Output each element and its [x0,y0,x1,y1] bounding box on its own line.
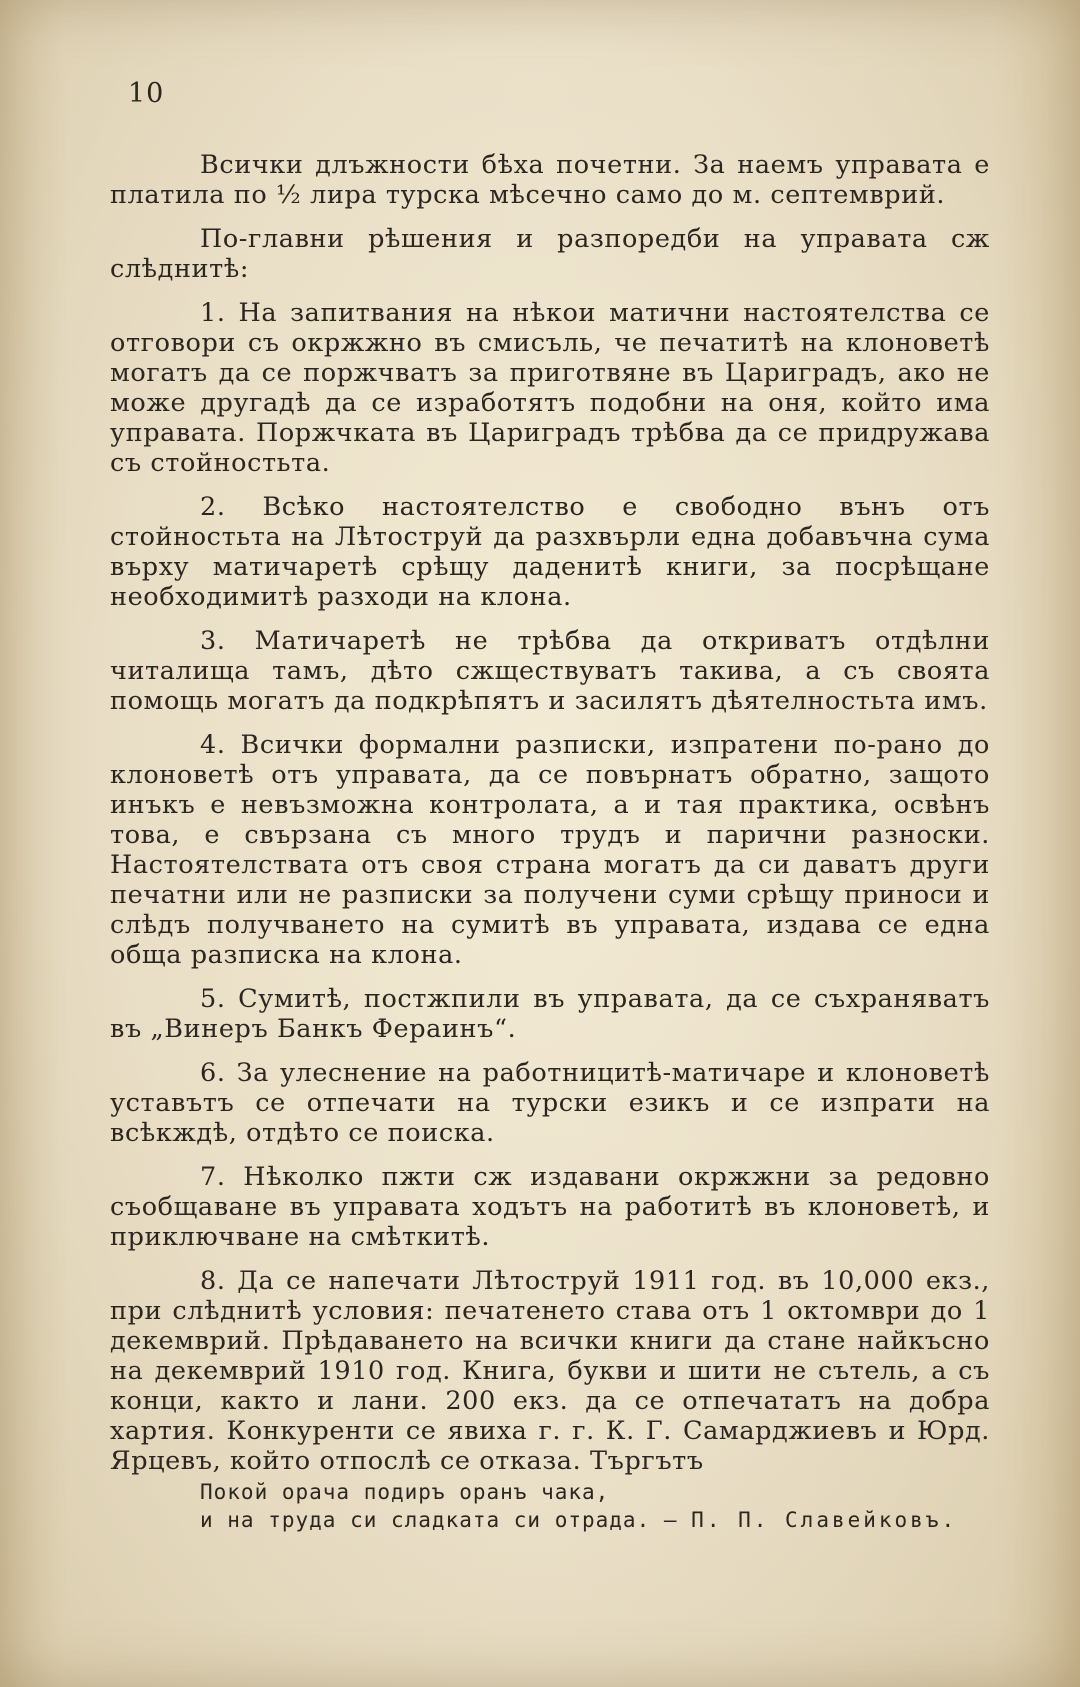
decision-item-1: 1. На запитвания на нѣкои матични настоятелства се отговори съ окржжно въ смисъль, че печатитѣ на клоноветѣ могатъ да се поржчватъ за приготвяне въ Цариградъ, ако не може другадѣ да се изработятъ подобни на оня, който има управата. Поржчката въ Цариградъ трѣбва да се придружава съ стойностьта. [110,298,990,478]
quote-line-2-text: и на труда си сладката си отрада. — [200,1508,678,1532]
decision-item-8: 8. Да се напечати Лѣтоструй 1911 год. въ 10,000 екз., при слѣднитѣ условия: печатенето става отъ 1 октомври до 1 декемврий. Прѣдаването на всички книги да стане найкъсно на декемврий 1910 год. Книга, букви и шити не сътель, а съ конци, както и лани. 200 екз. да се отпечататъ на добра хартия. Конкуренти се явиха г. г. К. Г. Самарджиевъ и Юрд. Ярцевъ, който отпослѣ се отказа. Търгътъ [110,1266,990,1476]
decision-item-6: 6. За улеснение на работницитѣ-матичаре и клоноветѣ уставътъ се отпечати на турски езикъ и се изпрати на всѣкждѣ, отдѣто се поиска. [110,1058,990,1148]
decision-item-2: 2. Всѣко настоятелство е свободно вънъ отъ стойностьта на Лѣтоструй да разхвърли една добавъчна сума върху матичаретѣ срѣщу даденитѣ книги, за посрѣщане необходимитѣ разходи на клона. [110,492,990,612]
decision-item-4: 4. Всички формални разписки, изпратени по-рано до клоноветѣ отъ управата, да се повърнатъ обратно, защото инъкъ е невъзможна контролата, а и тая практика, освѣнъ това, е свързана съ много трудъ и парични разноски. Настоятелствата отъ своя страна могатъ да си даватъ други печатни или не разписки за получени суми срѣщу приноси и слѣдъ получването на сумитѣ въ управата, издава се една обща разписка на клона. [110,730,990,970]
quote-line-2 [200,1506,957,1534]
decision-item-7: 7. Нѣколко пжти сж издавани окржжни за редовно съобщаване въ управата ходътъ на работитѣ въ клоноветѣ, и приключване на смѣткитѣ. [110,1162,990,1252]
document-body [110,150,990,1490]
page-number: 10 [128,78,165,109]
footer-quote [200,1478,957,1534]
paragraph-decisions-intro: По-главни рѣшения и разпоредби на управата сж слѣднитѣ: [110,224,990,284]
quote-line-1: Покой орача подиръ оранъ чака, [200,1480,610,1504]
paragraph-positions: Всички длъжности бѣха почетни. За наемъ управата е платила по ½ лира турска мѣсечно само до м. септемврий. [110,150,990,210]
quote-author: П. П. Славейковъ. [691,1508,958,1532]
decision-item-3: 3. Матичаретѣ не трѣбва да откриватъ отдѣлни читалища тамъ, дѣто сжществуватъ такива, а съ своята помощь могатъ да подкрѣпятъ и засилятъ дѣятелностьта имъ. [110,626,990,716]
decision-item-5: 5. Сумитѣ, постжпили въ управата, да се съхраняватъ въ „Винеръ Банкъ Фераинъ“. [110,984,990,1044]
